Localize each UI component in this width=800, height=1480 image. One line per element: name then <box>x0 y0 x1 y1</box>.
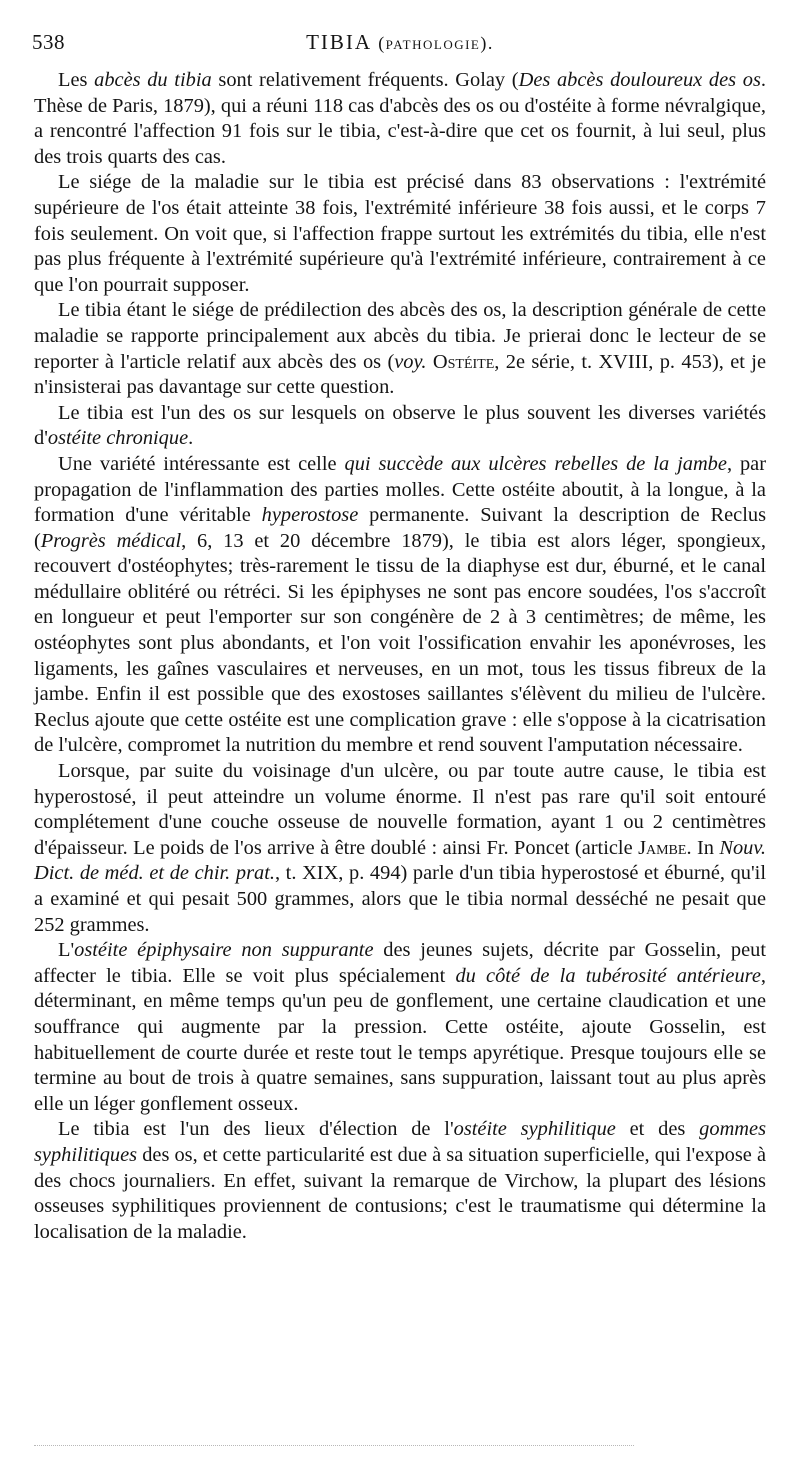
running-head-subtitle: (pathologie). <box>378 33 494 53</box>
italic-text: Des abcès douloureux des os <box>518 69 761 91</box>
text-segment: , 6, 13 et 20 décembre 1879), le tibia est alors léger, spongieux, recouvert d'ostéophytes; très-rarement le tissu de la diaphyse est dur, éburné, et le canal médullaire oblitéré ou rétréci. Si les épiphyses ne sont pas encore soudées, l'os s'accroît en longueur et peut l'emporter sur son congénère de 2 à 3 centimètres; de même, les ostéophytes sont plus abondants, et l'on voit l'ossification envahir les aponévroses, les ligaments, les gaînes vasculaires et nerveuses, en un mot, tous les tissus fibreux de la jambe. Enfin il est possible que des exostoses saillantes s'élèvent du milieu de l'ulcère. Reclus ajoute que cette ostéite est une complication grave : elle s'oppose à la cicatrisation de l'ulcère, compromet la nutrition du membre et rend souvent l'amputation nécessaire. <box>34 529 767 757</box>
italic-text: du côté de la tubérosité antérieure <box>455 964 761 987</box>
text-segment: L' <box>58 939 75 962</box>
paragraph <box>34 298 766 400</box>
italic-text: voy. <box>394 350 427 373</box>
paragraph <box>34 759 766 938</box>
paragraph <box>34 170 766 298</box>
text-segment: Les <box>58 69 95 91</box>
italic-text: gommes syphilitiques <box>34 1118 766 1166</box>
text-segment: Une variété intéressante est celle <box>58 452 345 475</box>
page-number: 538 <box>32 30 65 54</box>
small-caps-text: Ostéite <box>432 350 495 373</box>
italic-text: Progrès médical <box>40 529 182 552</box>
italic-text: ostéite épiphysaire non suppurante <box>74 939 374 962</box>
italic-text: abcès du tibia <box>94 69 212 91</box>
paragraph <box>34 68 766 170</box>
paragraph <box>34 401 766 452</box>
italic-text: qui succède aux ulcères rebelles de la jambe <box>344 452 727 475</box>
text-segment: , déterminant, en même temps qu'un peu de gonflement, une certaine claudication et une souffrance qui augmente par la pression. Cette ostéite, ajoute Gosselin, est habituellement de courte durée et reste tout le temps apyrétique. Presque toujours elle se termine au bout de trois à quatre semaines, sans suppuration, laissant tout au plus après elle un léger gonflement osseux. <box>34 964 766 1115</box>
text-segment: , par propagation de l'inflammation des parties molles. Cette ostéite aboutit, à la longue, à la formation d'une véritable <box>34 452 767 527</box>
text-segment: des jeunes sujets, décrite par Gosselin, peut affecter le tibia. Elle se voit plus spécialement <box>34 939 766 987</box>
text-segment: . Thèse de Paris, 1879), qui a réuni 118 cas d'abcès des os ou d'ostéite à forme névralgique, a rencontré l'affection 91 fois sur le tibia, c'est-à-dire que cet os fournit, à lui seul, plus des trois quarts des cas. <box>34 69 766 168</box>
paragraph <box>34 452 766 759</box>
paragraph <box>34 938 766 1117</box>
italic-text: ostéite syphilitique <box>453 1118 616 1141</box>
text-segment: permanente. Suivant la description de Reclus ( <box>34 504 766 552</box>
text-segment: . In <box>686 836 720 859</box>
italic-text: ostéite chronique <box>47 427 189 450</box>
page-bottom-specks <box>34 1445 634 1448</box>
page-header <box>32 30 768 60</box>
running-head-title: TIBIA <box>306 30 371 54</box>
text-segment: des os, et cette particularité est due à sa situation superficielle, qui l'expose à des chocs journaliers. En effet, suivant la remarque de Virchow, la plupart des lésions osseuses syphilitiques proviennent de contusions; c'est le traumatisme qui détermine la localisation de la maladie. <box>34 1143 766 1243</box>
text-segment: et des <box>615 1118 700 1141</box>
italic-text: Nouv. Dict. de méd. et de chir. prat. <box>34 836 766 885</box>
text-segment: Lorsque, par suite du voisinage d'un ulcère, ou par toute autre cause, le tibia est hyperostosé, il peut atteindre un volume énorme. Il n'est pas rare qu'il soit entouré complétement d'une couche osseuse de nouvelle formation, ayant 1 ou 2 centimètres d'épaisseur. Le poids de l'os arrive à être doublé : ainsi Fr. Poncet (article <box>34 760 766 859</box>
italic-text: hyperostose <box>261 504 359 527</box>
text-segment: Le tibia étant le siége de prédilection des abcès des os, la description générale de cette maladie se rapporte principalement aux abcès du tibia. Je prierai donc le lecteur de se reporter à l'article relatif aux abcès des os ( <box>34 299 766 373</box>
running-head <box>32 30 768 55</box>
text-segment: Le tibia est l'un des lieux d'élection de l' <box>58 1118 454 1141</box>
text-segment: Le tibia est l'un des os sur lesquels on observe le plus souvent les diverses variétés d' <box>34 401 766 450</box>
small-caps-text: Jambe <box>638 836 687 859</box>
paragraph <box>34 1117 766 1245</box>
text-segment: Le siége de la maladie sur le tibia est précisé dans 83 observations : l'extrémité supérieure de l'os était atteinte 38 fois, l'extrémité inférieure 38 fois aussi, et le corps 7 fois seulement. On voit que, si l'affection frappe surtout les extrémités du tibia, elle n'est pas plus fréquente à l'extrémité supérieure qu'à l'extrémité inférieure, contrairement à ce que l'on pourrait supposer. <box>34 171 766 296</box>
text-segment: , 2e série, t. XVIII, p. 453), et je n'insisterai pas davantage sur cette question. <box>34 350 767 399</box>
text-segment: , t. XIX, p. 494) parle d'un tibia hyperostosé et éburné, qu'il a examiné et qui pesait 500 grammes, alors que le tibia normal desséché ne pesait que 252 grammes. <box>34 862 766 936</box>
text-segment: . <box>188 427 194 450</box>
text-segment: sont relativement fréquents. Golay ( <box>211 69 519 91</box>
article-body <box>34 68 766 1245</box>
